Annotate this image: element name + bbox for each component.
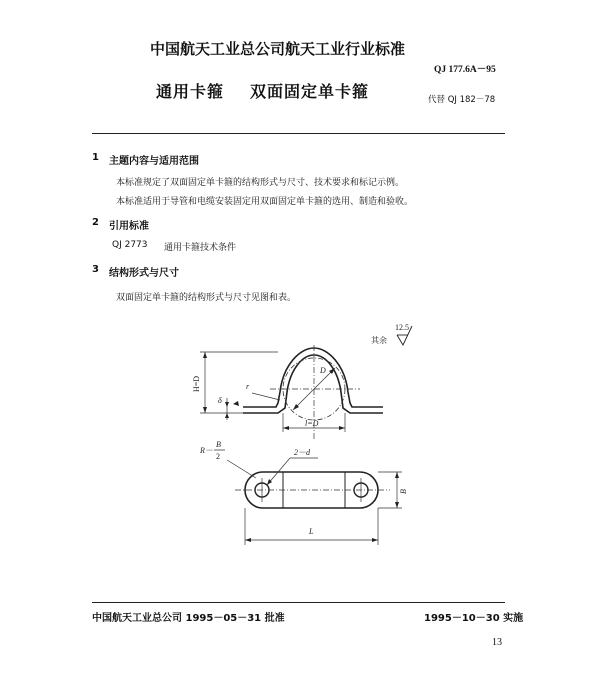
roughness-symbol [371,323,412,345]
section-2-number: 2 [92,217,99,228]
label-R-numerator: B [216,440,221,449]
footer-divider [92,602,505,603]
section-2-heading: 引用标准 [109,221,149,232]
label-l: l=D [305,419,319,428]
reference-title: 通用卡箍技术条件 [164,243,237,253]
approval-note: 中国航天工业总公司 1995－05－31 批准 [92,613,285,624]
label-H: H=D [192,375,201,392]
label-B: B [399,489,408,494]
reference-code: QJ 2773 [112,240,148,250]
section-1-number: 1 [92,152,99,163]
label-r: r [246,382,250,391]
section-1-paragraph-1: 本标准规定了双面固定单卡箍的结构形式与尺寸、技术要求和标记示例。 [116,178,405,188]
label-L: L [309,527,314,536]
standard-code: QJ 177.6A－95 [434,65,496,75]
issuing-organization: 中国航天工业总公司航天工业行业标准 [150,40,406,58]
section-1-paragraph-2: 本标准适用于导管和电缆安装固定用双面固定单卡箍的选用、制造和验收。 [116,197,414,207]
section-3-heading: 结构形式与尺寸 [109,268,179,279]
label-R-prefix: R－ [200,446,213,455]
label-holes: 2－d [294,448,310,457]
section-3-paragraph-1: 双面固定单卡箍的结构形式与尺寸见图和表。 [116,293,297,303]
section-1-heading: 主题内容与适用范围 [109,156,199,167]
roughness-prefix: 其余 [371,336,387,345]
replaces-standard: 代替 QJ 182－78 [428,95,496,105]
title-sub: 双面固定单卡箍 [250,82,370,101]
title-main: 通用卡箍 [156,82,225,101]
label-R-denominator: 2 [216,452,220,461]
implementation-date: 1995－10－30 实施 [424,613,524,624]
roughness-value: 12.5 [395,323,409,332]
section-3-number: 3 [92,264,99,275]
label-D: D [320,366,326,375]
label-delta: δ [218,396,222,405]
page-number: 13 [492,637,502,648]
clamp-top-view [227,458,402,545]
